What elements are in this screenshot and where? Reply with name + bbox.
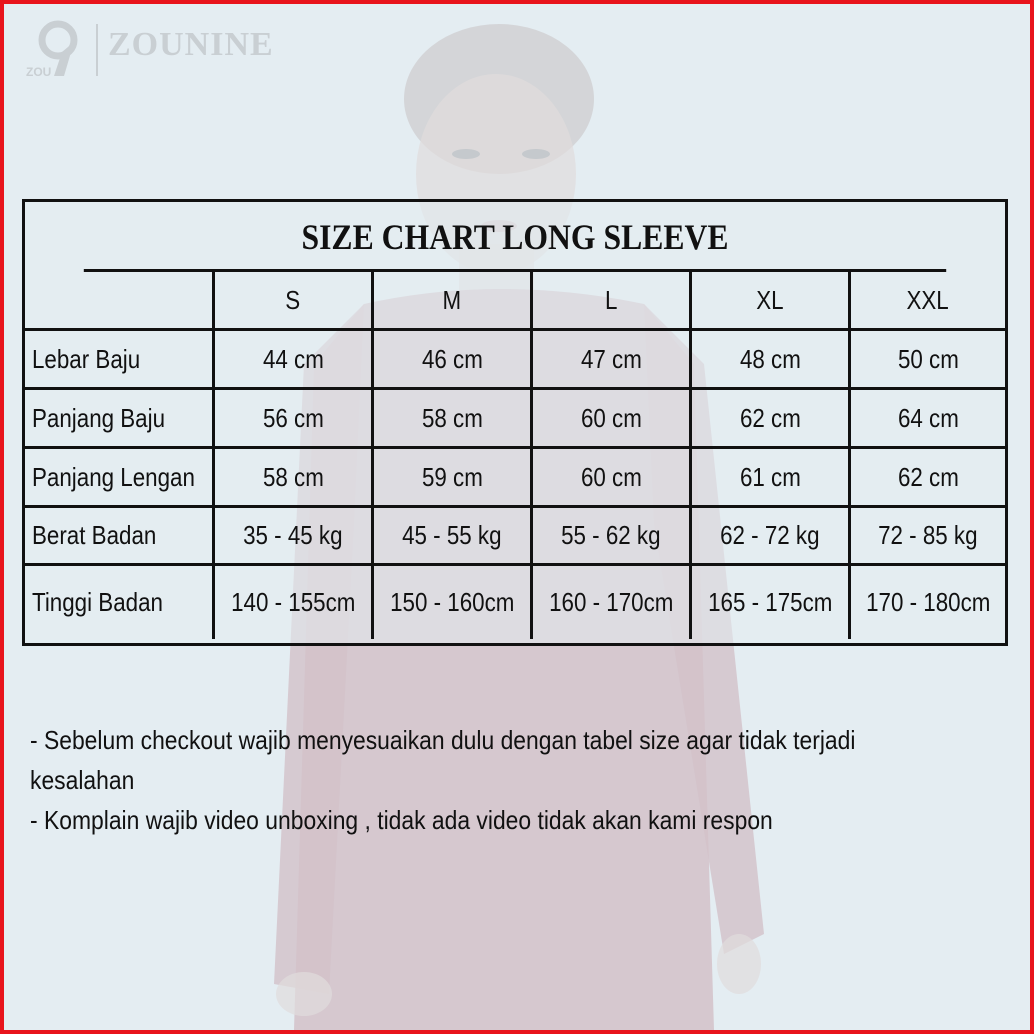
table-cell: 56 cm bbox=[215, 390, 374, 449]
table-cell: 50 cm bbox=[851, 331, 1005, 390]
note-line: kesalahan bbox=[30, 765, 135, 795]
row-label-panjang-baju: Panjang Baju bbox=[25, 390, 215, 449]
table-cell: 59 cm bbox=[374, 449, 533, 508]
table-cell: 58 cm bbox=[215, 449, 374, 508]
chart-title: SIZE CHART LONG SLEEVE bbox=[84, 202, 946, 272]
table-cell: 58 cm bbox=[374, 390, 533, 449]
header-corner bbox=[25, 272, 215, 331]
table-cell: 140 - 155cm bbox=[215, 566, 374, 639]
table-cell: 61 cm bbox=[692, 449, 851, 508]
header-size-m: M bbox=[374, 272, 533, 331]
row-label-tinggi-badan: Tinggi Badan bbox=[25, 566, 215, 639]
table-cell: 55 - 62 kg bbox=[533, 508, 692, 566]
brand-logo bbox=[24, 18, 294, 78]
table-cell: 48 cm bbox=[692, 331, 851, 390]
row-label-lebar-baju: Lebar Baju bbox=[25, 331, 215, 390]
logo-divider bbox=[96, 24, 98, 76]
table-cell: 170 - 180cm bbox=[865, 587, 991, 617]
table-cell: 46 cm bbox=[374, 331, 533, 390]
table-cell: 60 cm bbox=[533, 390, 692, 449]
table-cell: 165 - 175cm bbox=[692, 566, 851, 639]
row-label-berat-badan: Berat Badan bbox=[25, 508, 215, 566]
header-size-l: L bbox=[533, 272, 692, 331]
table-cell: 64 cm bbox=[851, 390, 1005, 449]
table-cell: 160 - 170cm bbox=[533, 566, 692, 639]
table-cell: 45 - 55 kg bbox=[374, 508, 533, 566]
size-grid bbox=[25, 272, 1005, 639]
row-label-panjang-lengan: Panjang Lengan bbox=[25, 449, 215, 508]
notes-block bbox=[30, 720, 890, 840]
table-cell: 72 - 85 kg bbox=[851, 508, 1005, 566]
note-line: - Sebelum checkout wajib menyesuaikan dulu dengan tabel size agar tidak terjadi bbox=[30, 725, 856, 755]
note-line: - Komplain wajib video unboxing , tidak ada video tidak akan kami respon bbox=[30, 805, 773, 835]
brand-name: ZOUNINE bbox=[108, 26, 274, 63]
logo-mark-icon bbox=[24, 18, 86, 78]
table-cell: 35 - 45 kg bbox=[215, 508, 374, 566]
table-cell: 62 cm bbox=[851, 449, 1005, 508]
table-cell: 62 cm bbox=[692, 390, 851, 449]
logo-mark-text: ZOU bbox=[26, 65, 52, 78]
header-size-xl: XL bbox=[692, 272, 851, 331]
table-cell: 60 cm bbox=[533, 449, 692, 508]
table-cell: 62 - 72 kg bbox=[692, 508, 851, 566]
table-cell: 150 - 160cm bbox=[374, 566, 533, 639]
header-size-s: S bbox=[215, 272, 374, 331]
size-chart-table bbox=[22, 199, 1008, 646]
table-cell: 44 cm bbox=[215, 331, 374, 390]
header-size-xxl: XXL bbox=[851, 272, 1005, 331]
table-cell: 47 cm bbox=[533, 331, 692, 390]
